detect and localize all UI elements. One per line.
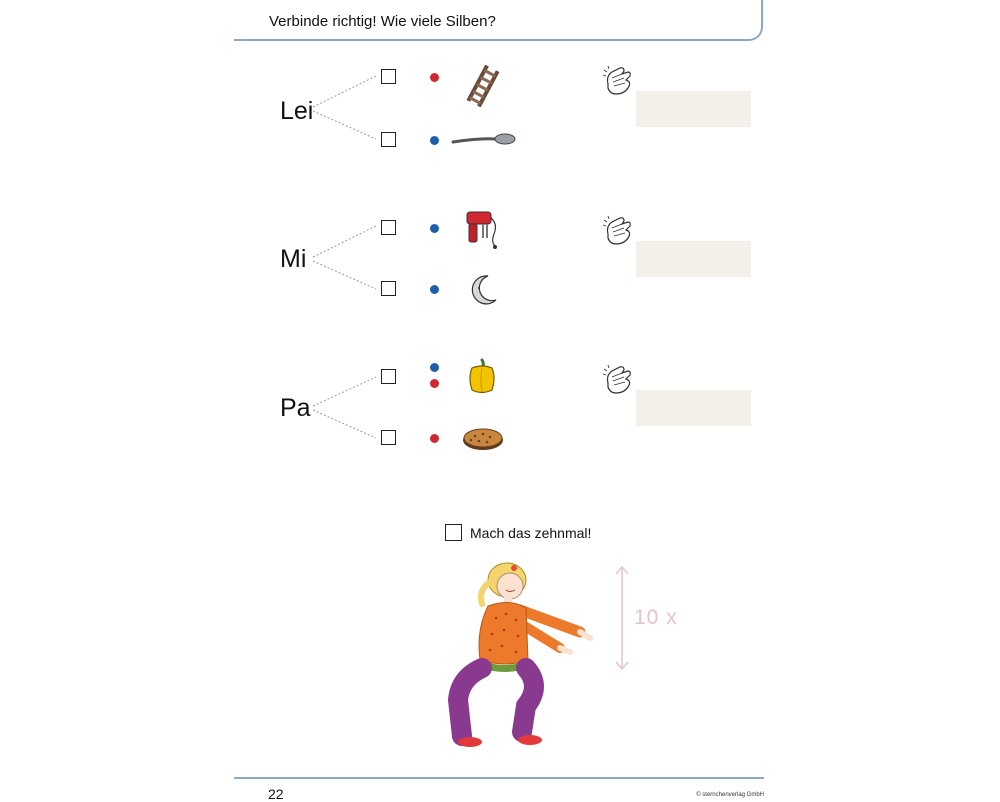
clapping-hands-icon (602, 363, 634, 397)
instruction-text: Verbinde richtig! Wie viele Silben? (269, 13, 496, 30)
blue-dot (430, 363, 439, 372)
squatting-girl-illustration (430, 560, 600, 750)
clapping-hands-icon (602, 64, 634, 98)
repetition-count: 10 x (634, 606, 678, 629)
mixer-icon (464, 210, 500, 250)
syllable-label: Pa (280, 394, 311, 422)
copyright-notice: © sternchenverlag GmbH (696, 792, 764, 798)
red-dot (430, 73, 439, 82)
task-label: Mach das zehnmal! (470, 525, 592, 541)
syllable-label: Mi (280, 245, 307, 273)
syllable-count-box[interactable] (636, 390, 751, 426)
option-checkbox[interactable] (381, 281, 396, 296)
task-checkbox[interactable] (445, 524, 462, 541)
option-checkbox[interactable] (381, 430, 396, 445)
moon-icon (468, 274, 498, 306)
syllable-count-box[interactable] (636, 91, 751, 127)
exercise-mi (268, 185, 764, 335)
blue-dot (430, 285, 439, 294)
exercise-pa (268, 334, 764, 484)
exercise-lei (268, 35, 764, 185)
syllable-label: Lei (280, 97, 314, 125)
page-number: 22 (268, 786, 284, 802)
syllable-count-box[interactable] (636, 241, 751, 277)
blue-dot (430, 224, 439, 233)
red-dot (430, 379, 439, 388)
option-checkbox[interactable] (381, 369, 396, 384)
up-down-arrow-icon (612, 564, 632, 672)
blue-dot (430, 136, 439, 145)
ladder-icon (464, 65, 502, 107)
option-checkbox[interactable] (381, 69, 396, 84)
option-checkbox[interactable] (381, 132, 396, 147)
option-checkbox[interactable] (381, 220, 396, 235)
footer-rule (234, 777, 764, 779)
pizza-icon (461, 426, 505, 452)
red-dot (430, 434, 439, 443)
clapping-hands-icon (602, 214, 634, 248)
bell-pepper-icon (466, 358, 498, 396)
spoon-icon (451, 131, 517, 149)
